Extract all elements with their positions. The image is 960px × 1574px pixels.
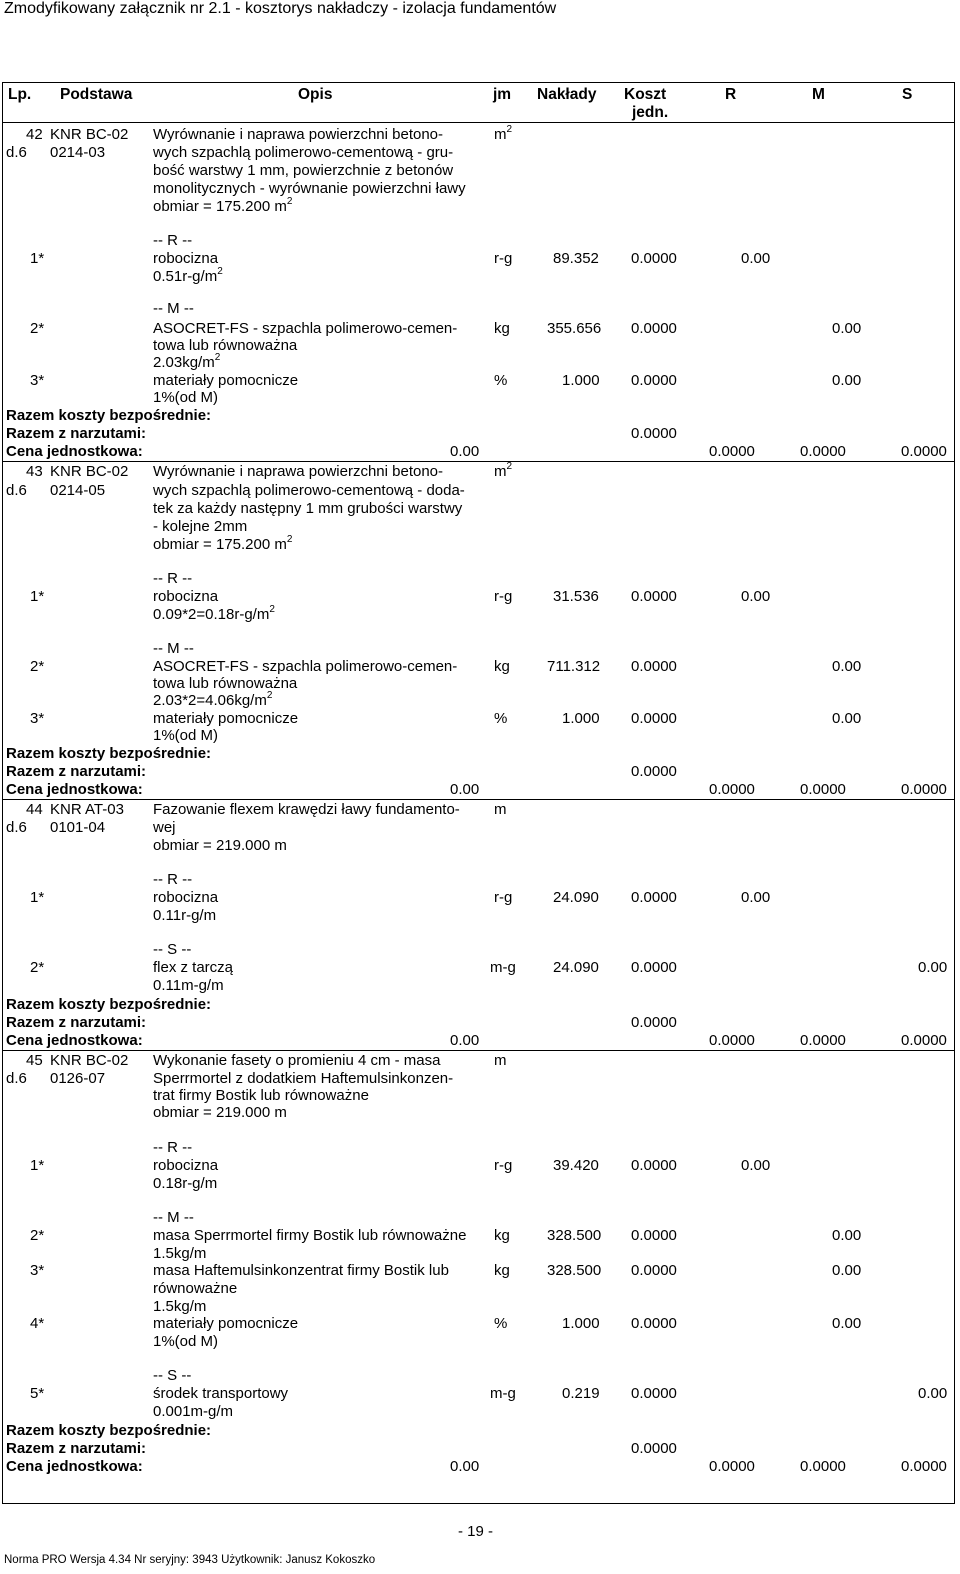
item-value: 0.00 bbox=[918, 1385, 948, 1402]
cena-m: 0.0000 bbox=[800, 443, 846, 460]
item-qty: 328.500 bbox=[547, 1227, 602, 1244]
item-price: 0.0000 bbox=[631, 1157, 677, 1174]
item-norm: 1%(od M) bbox=[153, 727, 219, 744]
item-unit: kg bbox=[494, 658, 510, 675]
item-name: masa Haftemulsinkonzentrat firmy Bostik lub bbox=[153, 1262, 449, 1279]
group-r-label: -- R -- bbox=[153, 232, 193, 249]
item-name: materiały pomocnicze bbox=[153, 372, 299, 389]
item-unit: kg bbox=[494, 320, 510, 337]
item-value: 0.00 bbox=[741, 889, 771, 906]
item-lp: 3* bbox=[30, 372, 45, 389]
position-number: 42 bbox=[26, 126, 43, 143]
item-value: 0.00 bbox=[741, 588, 771, 605]
item-value: 0.00 bbox=[832, 1262, 862, 1279]
item-norm: 1%(od M) bbox=[153, 389, 219, 406]
item-value: 0.00 bbox=[741, 250, 771, 267]
item-norm: $2.03kg/m^2$ bbox=[153, 352, 221, 371]
item-lp: 2* bbox=[30, 959, 45, 976]
col-jedn: jedn. bbox=[632, 104, 669, 121]
cena-r: 0.0000 bbox=[709, 443, 755, 460]
item-lp: 2* bbox=[30, 1227, 45, 1244]
item-price: 0.0000 bbox=[631, 889, 677, 906]
item-name: równoważne bbox=[153, 1280, 238, 1297]
item-value: 0.00 bbox=[741, 1157, 771, 1174]
cena-jednostkowa: Cena jednostkowa: bbox=[6, 1032, 143, 1049]
item-norm: 0.11r-g/m bbox=[153, 907, 217, 924]
item-unit: r-g bbox=[494, 1157, 513, 1174]
position-number: 43 bbox=[26, 463, 43, 480]
position-code2: 0214-05 bbox=[50, 482, 106, 499]
position-code: KNR BC-02 bbox=[50, 126, 129, 143]
cena-value: 0.00 bbox=[450, 443, 480, 460]
item-unit: m-g bbox=[490, 959, 516, 976]
item-unit: r-g bbox=[494, 588, 513, 605]
group-r-label: -- R -- bbox=[153, 871, 193, 888]
unit: $m^2$ bbox=[494, 124, 513, 143]
obmiar: obmiar = 175.200 $m^2$ bbox=[153, 196, 293, 215]
position-code2: 0126-07 bbox=[50, 1070, 106, 1087]
desc-line: tek za każdy następny 1 mm grubości warstwy bbox=[153, 500, 463, 517]
position-number: 44 bbox=[26, 801, 43, 818]
cena-value: 0.00 bbox=[450, 781, 480, 798]
item-name: robocizna bbox=[153, 1157, 219, 1174]
item-lp: 1* bbox=[30, 588, 45, 605]
unit: m bbox=[494, 1052, 507, 1069]
item-qty: 711.312 bbox=[547, 658, 601, 675]
item-unit: % bbox=[494, 1315, 508, 1332]
item-name: robocizna bbox=[153, 889, 219, 906]
obmiar: obmiar = 219.000 m bbox=[153, 837, 287, 854]
desc-line: wych szpachlą polimerowo-cementową - doda- bbox=[153, 482, 465, 499]
position-code: KNR BC-02 bbox=[50, 463, 129, 480]
cena-s: 0.0000 bbox=[901, 1032, 947, 1049]
item-lp: 1* bbox=[30, 889, 45, 906]
position-sub: d.6 bbox=[6, 1070, 27, 1087]
position-sub: d.6 bbox=[6, 144, 27, 161]
col-s: S bbox=[902, 86, 913, 103]
cena-m: 0.0000 bbox=[800, 781, 846, 798]
item-name: robocizna bbox=[153, 588, 219, 605]
item-name: masa Sperrmortel firmy Bostik lub równoważne bbox=[153, 1227, 467, 1244]
razem-narzutami-value: 0.0000 bbox=[631, 1440, 677, 1457]
item-qty: 1.000 bbox=[562, 372, 600, 389]
position-sub: d.6 bbox=[6, 819, 27, 836]
cena-m: 0.0000 bbox=[800, 1458, 846, 1475]
item-qty: 1.000 bbox=[562, 710, 600, 727]
desc-line: - kolejne 2mm bbox=[153, 518, 248, 535]
item-name: towa lub równoważna bbox=[153, 337, 298, 354]
item-norm: 0.001m-g/m bbox=[153, 1403, 234, 1420]
item-price: 0.0000 bbox=[631, 1227, 677, 1244]
item-qty: 31.536 bbox=[553, 588, 599, 605]
item-lp: 2* bbox=[30, 658, 45, 675]
item-unit: m-g bbox=[490, 1385, 516, 1402]
col-naklady: Nakłady bbox=[537, 86, 597, 103]
row-separator bbox=[2, 461, 955, 462]
item-norm: 1.5kg/m bbox=[153, 1245, 207, 1262]
razem-bezposrednie: Razem koszty bezpośrednie: bbox=[6, 407, 212, 424]
item-price: 0.0000 bbox=[631, 1315, 677, 1332]
document-title: Zmodyfikowany załącznik nr 2.1 - kosztorys nakładczy - izolacja fundamentów bbox=[4, 0, 557, 17]
row-separator bbox=[2, 1050, 955, 1051]
item-name: materiały pomocnicze bbox=[153, 1315, 299, 1332]
position-code: KNR AT-03 bbox=[50, 801, 124, 818]
position-code2: 0101-04 bbox=[50, 819, 106, 836]
cena-s: 0.0000 bbox=[901, 1458, 947, 1475]
row-separator bbox=[2, 799, 955, 800]
cena-value: 0.00 bbox=[450, 1032, 480, 1049]
item-price: 0.0000 bbox=[631, 250, 677, 267]
razem-bezposrednie: Razem koszty bezpośrednie: bbox=[6, 745, 212, 762]
position-number: 45 bbox=[26, 1052, 43, 1069]
position-code2: 0214-03 bbox=[50, 144, 106, 161]
cena-r: 0.0000 bbox=[709, 1032, 755, 1049]
item-norm: $2.03*2=4.06kg/m^2$ bbox=[153, 690, 273, 709]
unit: $m^2$ bbox=[494, 461, 513, 480]
cena-jednostkowa: Cena jednostkowa: bbox=[6, 1458, 143, 1475]
item-qty: 328.500 bbox=[547, 1262, 602, 1279]
group-r-label: -- R -- bbox=[153, 1139, 193, 1156]
col-jm: jm bbox=[493, 86, 512, 103]
item-lp: 3* bbox=[30, 1262, 45, 1279]
item-unit: kg bbox=[494, 1227, 510, 1244]
razem-narzutami: Razem z narzutami: bbox=[6, 1014, 147, 1031]
col-koszt: Koszt bbox=[624, 86, 667, 103]
item-norm: 1.5kg/m bbox=[153, 1298, 207, 1315]
item-name: towa lub równoważna bbox=[153, 675, 298, 692]
item-unit: r-g bbox=[494, 250, 513, 267]
col-lp: Lp. bbox=[8, 86, 32, 103]
item-qty: 24.090 bbox=[553, 959, 599, 976]
item-lp: 2* bbox=[30, 320, 45, 337]
col-podstawa: Podstawa bbox=[60, 86, 133, 103]
col-m: M bbox=[812, 86, 825, 103]
item-price: 0.0000 bbox=[631, 588, 677, 605]
item-unit: r-g bbox=[494, 889, 513, 906]
item-norm: 1%(od M) bbox=[153, 1333, 219, 1350]
razem-narzutami-value: 0.0000 bbox=[631, 425, 677, 442]
cena-r: 0.0000 bbox=[709, 781, 755, 798]
item-value: 0.00 bbox=[832, 710, 862, 727]
desc-line: Fazowanie flexem krawędzi ławy fundamento- bbox=[153, 801, 460, 818]
item-norm: $0.09*2=0.18r-g/m^2$ bbox=[153, 604, 275, 623]
item-norm: 0.18r-g/m bbox=[153, 1175, 218, 1192]
item-value: 0.00 bbox=[832, 320, 862, 337]
item-norm: $0.51r-g/m^2$ bbox=[153, 266, 223, 285]
desc-line: wej bbox=[153, 819, 176, 836]
position-sub: d.6 bbox=[6, 482, 27, 499]
item-price: 0.0000 bbox=[631, 372, 677, 389]
item-price: 0.0000 bbox=[631, 1262, 677, 1279]
razem-bezposrednie: Razem koszty bezpośrednie: bbox=[6, 1422, 212, 1439]
item-qty: 39.420 bbox=[553, 1157, 599, 1174]
col-opis: Opis bbox=[298, 86, 333, 103]
cena-s: 0.0000 bbox=[901, 443, 947, 460]
razem-narzutami: Razem z narzutami: bbox=[6, 763, 147, 780]
cena-value: 0.00 bbox=[450, 1458, 480, 1475]
cena-jednostkowa: Cena jednostkowa: bbox=[6, 781, 143, 798]
desc-line: Wyrównanie i naprawa powierzchni betono- bbox=[153, 463, 444, 480]
obmiar: obmiar = 175.200 $m^2$ bbox=[153, 534, 293, 553]
item-name: ASOCRET-FS - szpachla polimerowo-cemen- bbox=[153, 658, 458, 675]
item-price: 0.0000 bbox=[631, 658, 677, 675]
obmiar: obmiar = 219.000 m bbox=[153, 1104, 287, 1121]
item-price: 0.0000 bbox=[631, 710, 677, 727]
item-price: 0.0000 bbox=[631, 959, 677, 976]
desc-line: wych szpachlą polimerowo-cementową - gru- bbox=[153, 144, 454, 161]
item-name: robocizna bbox=[153, 250, 219, 267]
razem-bezposrednie: Razem koszty bezpośrednie: bbox=[6, 996, 212, 1013]
item-value: 0.00 bbox=[832, 658, 862, 675]
cena-s: 0.0000 bbox=[901, 781, 947, 798]
item-qty: 24.090 bbox=[553, 889, 599, 906]
item-name: ASOCRET-FS - szpachla polimerowo-cemen- bbox=[153, 320, 458, 337]
item-lp: 5* bbox=[30, 1385, 45, 1402]
page-number: - 19 - bbox=[458, 1523, 494, 1540]
item-unit: % bbox=[494, 710, 508, 727]
item-lp: 4* bbox=[30, 1315, 45, 1332]
item-value: 0.00 bbox=[918, 959, 948, 976]
group-s-label: -- S -- bbox=[153, 1367, 192, 1384]
position-code: KNR BC-02 bbox=[50, 1052, 129, 1069]
item-lp: 1* bbox=[30, 250, 45, 267]
desc-line: bość warstwy 1 mm, powierzchnie z betonów bbox=[153, 162, 454, 179]
item-name: flex z tarczą bbox=[153, 959, 234, 976]
desc-line: Wykonanie fasety o promieniu 4 cm - masa bbox=[153, 1052, 441, 1069]
group-m-label: -- M -- bbox=[153, 1209, 194, 1226]
item-name: materiały pomocnicze bbox=[153, 710, 299, 727]
cena-m: 0.0000 bbox=[800, 1032, 846, 1049]
item-qty: 89.352 bbox=[553, 250, 599, 267]
item-price: 0.0000 bbox=[631, 1385, 677, 1402]
item-value: 0.00 bbox=[832, 1227, 862, 1244]
desc-line: Wyrównanie i naprawa powierzchni betono- bbox=[153, 126, 444, 143]
footer-info: Norma PRO Wersja 4.34 Nr seryjny: 3943 Użytkownik: Janusz Kokoszko bbox=[4, 1554, 376, 1566]
item-price: 0.0000 bbox=[631, 320, 677, 337]
item-value: 0.00 bbox=[832, 372, 862, 389]
item-unit: % bbox=[494, 372, 508, 389]
item-lp: 1* bbox=[30, 1157, 45, 1174]
group-m-label: -- M -- bbox=[153, 640, 194, 657]
razem-narzutami-value: 0.0000 bbox=[631, 1014, 677, 1031]
group-s-label: -- S -- bbox=[153, 941, 192, 958]
col-r: R bbox=[725, 86, 737, 103]
group-m-label: -- M -- bbox=[153, 300, 194, 317]
desc-line: Sperrmortel z dodatkiem Haftemulsinkonzen- bbox=[153, 1070, 454, 1087]
item-name: środek transportowy bbox=[153, 1385, 289, 1402]
cena-r: 0.0000 bbox=[709, 1458, 755, 1475]
item-lp: 3* bbox=[30, 710, 45, 727]
header-separator bbox=[2, 122, 955, 123]
razem-narzutami: Razem z narzutami: bbox=[6, 1440, 147, 1457]
item-qty: 355.656 bbox=[547, 320, 602, 337]
unit: m bbox=[494, 801, 507, 818]
razem-narzutami: Razem z narzutami: bbox=[6, 425, 147, 442]
item-qty: 1.000 bbox=[562, 1315, 600, 1332]
desc-line: trat firmy Bostik lub równoważne bbox=[153, 1087, 369, 1104]
cena-jednostkowa: Cena jednostkowa: bbox=[6, 443, 143, 460]
group-r-label: -- R -- bbox=[153, 570, 193, 587]
item-norm: 0.11m-g/m bbox=[153, 977, 224, 994]
razem-narzutami-value: 0.0000 bbox=[631, 763, 677, 780]
item-value: 0.00 bbox=[832, 1315, 862, 1332]
desc-line: monolitycznych - wyrównanie powierzchni ławy bbox=[153, 180, 466, 197]
item-qty: 0.219 bbox=[562, 1385, 600, 1402]
item-unit: kg bbox=[494, 1262, 510, 1279]
